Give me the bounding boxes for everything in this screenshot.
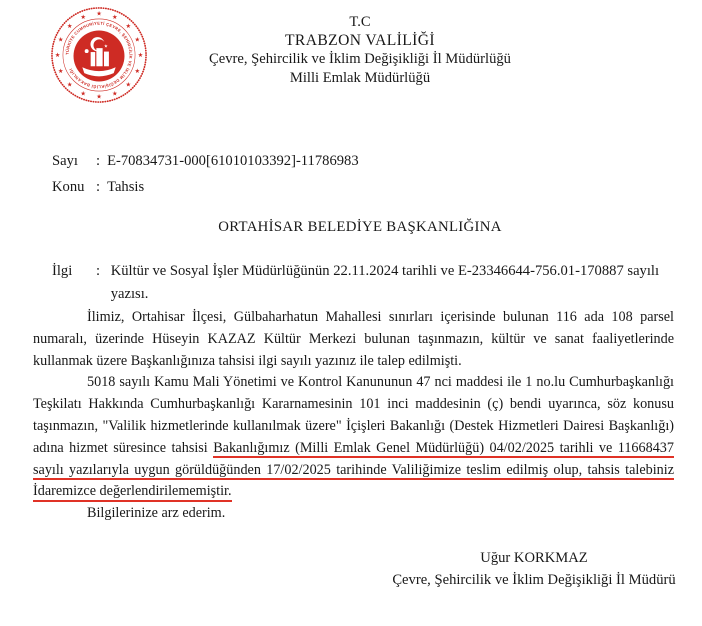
svg-text:★: ★ xyxy=(134,68,141,76)
ilgi-separator: : xyxy=(96,263,101,279)
sayi-label: Sayı xyxy=(52,153,78,169)
ilgi-label: İlgi xyxy=(52,263,73,279)
svg-text:★: ★ xyxy=(54,52,61,60)
body-paragraph-3: Bilgilerinize arz ederim. xyxy=(87,505,226,522)
ilgi-value: Kültür ve Sosyal İşler Müdürlüğünün 22.11.2024 tarihli ve E-23346644-756.01-170887 sayılı yazısı. xyxy=(110,263,660,302)
sayi-separator: : xyxy=(96,153,101,169)
signature-block xyxy=(383,547,685,591)
svg-text:★: ★ xyxy=(137,52,144,60)
body-paragraph-2-red-underlined: Bakanlığımız (Milli Emlak Genel Müdürlüğü) 04/02/2025 tarihli ve 11668437 sayılı yazılarıyla uygun görüldüğünden 17/02/2025 tarihinde Valiliğimize teslim edilmiş olup, tahsis talebiniz İdaremizce değerlendirilememiştir. xyxy=(33,440,674,502)
letterhead xyxy=(30,10,690,87)
document-meta xyxy=(52,148,359,200)
svg-text:★: ★ xyxy=(112,13,118,21)
letter-body xyxy=(33,307,674,525)
svg-text:★: ★ xyxy=(57,68,64,76)
signature-name: Uğur KORKMAZ xyxy=(480,550,588,566)
body-paragraph-1: İlimiz, Ortahisar İlçesi, Gülbaharhatun Mahallesi sınırları içerisinde bulunan 116 ada 108 parsel numaralı, üzerinde Hüseyin KAZAZ Kültür Merkezi bulunan taşınmazın, kültür ve sanat faaliyetlerinde kullanmak üzere Başkanlığınıza tahsisi ilgi sayılı yazınız ile talep edilmişti. xyxy=(33,309,674,369)
svg-text:★: ★ xyxy=(134,36,141,44)
letterhead-governorship: TRABZON VALİLİĞİ xyxy=(284,31,436,49)
letterhead-directorate: Çevre, Şehircilik ve İklim Değişikliği İl Müdürlüğü xyxy=(209,51,511,68)
svg-text:★: ★ xyxy=(96,10,102,18)
svg-text:★: ★ xyxy=(66,22,73,30)
meta-row-konu xyxy=(52,174,359,200)
letterhead-department: Milli Emlak Müdürlüğü xyxy=(289,69,431,86)
konu-value: Tahsis xyxy=(107,179,145,195)
body-paragraph-2-plain: 5018 sayılı Kamu Mali Yönetimi ve Kontrol Kanununun 47 nci maddesi ile 1 no.lu Cumhurbaşkanlığı Teşkilatı Hakkında Cumhurbaşkanlığı Kararnamesinin 101 inci maddesinin (ç) bendi uyarınca, söz konusu taşınmazın, "Valilik hizmetlerinde kullanılmak üzere" İçişleri Bakanlığı (Destek Hizmetleri Dairesi Başkanlığı) adına hizmet süresince tahsisi xyxy=(33,374,674,456)
svg-text:★: ★ xyxy=(125,22,132,30)
svg-text:★: ★ xyxy=(103,44,108,50)
konu-separator: : xyxy=(96,179,101,195)
body-paragraph-2 xyxy=(33,372,674,503)
letterhead-state: T.C xyxy=(349,14,371,30)
signature-title: Çevre, Şehircilik ve İklim Değişikliği İl Müdürü xyxy=(392,572,676,588)
sayi-value: E-70834731-000[61010103392]-11786983 xyxy=(107,153,359,169)
konu-label: Konu xyxy=(52,179,85,195)
reference-block xyxy=(52,260,676,306)
svg-text:★: ★ xyxy=(57,36,64,44)
svg-text:★: ★ xyxy=(80,90,86,98)
svg-text:★: ★ xyxy=(96,93,102,101)
recipient-title: ORTAHİSAR BELEDİYE BAŞKANLIĞINA xyxy=(218,219,502,235)
svg-text:★: ★ xyxy=(112,90,118,98)
logo-ring-text: TÜRKİYE CUMHURİYETİ ÇEVRE, ŞEHİRCİLİK VE İKLİM DEĞİŞİKLİĞİ BAKANLIĞI xyxy=(64,20,134,90)
svg-text:★: ★ xyxy=(80,13,86,21)
svg-text:★: ★ xyxy=(66,81,73,89)
meta-row-sayi xyxy=(52,148,359,174)
svg-text:★: ★ xyxy=(125,81,132,89)
